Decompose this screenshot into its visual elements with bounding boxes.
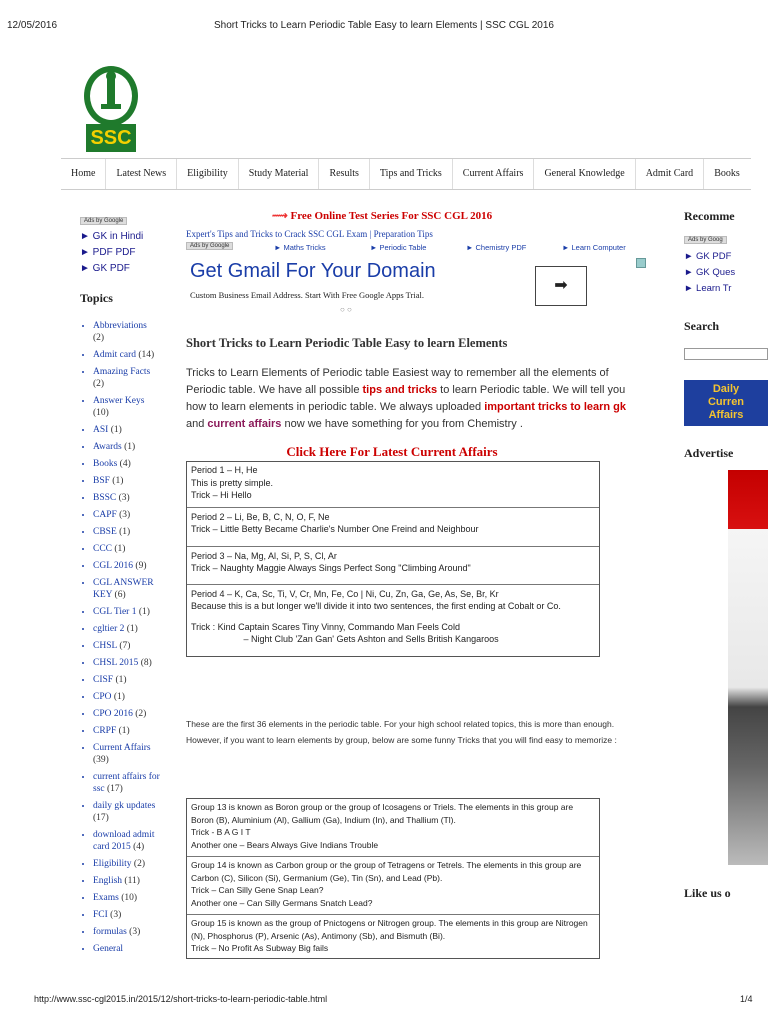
topic-count: (2) [93, 333, 105, 343]
topic-item[interactable] [93, 492, 160, 504]
print-url: http://www.ssc-cgl2015.in/2015/12/short-tricks-to-learn-periodic-table.html [34, 994, 328, 1004]
promo-text: Free Online Test Series For SSC CGL 2016 [290, 210, 493, 222]
topic-count: (11) [124, 876, 140, 886]
cell-line: Trick – Hi Hello [191, 490, 252, 500]
ssc-logo[interactable] [80, 64, 142, 156]
topic-item[interactable] [93, 475, 160, 487]
topic-item[interactable] [93, 543, 160, 555]
search-heading: Search [684, 319, 720, 333]
topic-item[interactable] [93, 526, 160, 538]
topic-count: (2) [93, 379, 105, 389]
left-ads [80, 209, 143, 274]
topic-count: (4) [119, 459, 131, 469]
left-ad-link[interactable]: ► PDF PDF [80, 247, 136, 258]
topic-item[interactable] [93, 674, 160, 686]
topic-label[interactable]: CGL ANSWER KEY [93, 578, 154, 600]
topic-item[interactable] [93, 657, 160, 669]
cell-line: Trick – Naughty Maggie Always Sings Perfect Song "Climbing Around" [191, 563, 471, 573]
topic-label[interactable]: FCI [93, 910, 108, 920]
topic-count: (10) [121, 893, 138, 903]
topic-count: (2) [135, 709, 147, 719]
cell-line: Period 3 – Na, Mg, Al, Si, P, S, Cl, Ar [191, 550, 337, 561]
topic-item[interactable] [93, 458, 160, 470]
topic-label[interactable]: Awards [93, 442, 122, 452]
nav-current-affairs[interactable]: Current Affairs [453, 159, 535, 189]
nav-admit-card[interactable]: Admit Card [636, 159, 705, 189]
cell-line: Trick - B A G I T [191, 827, 251, 837]
topic-item[interactable] [93, 395, 160, 419]
topic-count: (1) [110, 425, 122, 435]
after-table-text: These are the first 36 elements in the periodic table. For your high school related topics, this is more than enough. However, if you want to learn elements by group, below are some funny Tricks that you will find easy to memorize : [186, 719, 617, 745]
intro-text: now we have something for you from Chemistry . [281, 418, 523, 430]
topic-label[interactable]: BSSC [93, 493, 117, 503]
topic-count: (1) [113, 692, 125, 702]
advertise-heading: Advertise [684, 446, 734, 460]
topic-label[interactable]: English [93, 876, 123, 886]
topic-item[interactable] [93, 366, 160, 390]
ad-choices-icon[interactable] [636, 258, 646, 268]
topic-item[interactable] [93, 771, 160, 795]
period-1-cell [187, 462, 599, 508]
ads-by-google-badge[interactable]: Ads by Goog [684, 236, 727, 244]
topic-count: (10) [93, 408, 109, 418]
topic-item[interactable] [93, 829, 160, 853]
search-input[interactable] [684, 348, 768, 360]
badge-line: Daily [712, 383, 740, 395]
right-ad-link[interactable]: ► Learn Tr [684, 283, 732, 294]
ad-description: Custom Business Email Address. Start With Free Google Apps Trial. [190, 290, 424, 300]
topic-label[interactable]: CBSE [93, 527, 117, 537]
topic-item[interactable] [93, 640, 160, 652]
cell-line: Trick : Kind Captain Scares Tiny Vinny, Commando Man Feels Cold [191, 621, 460, 632]
main-nav [61, 158, 751, 190]
nav-results[interactable]: Results [319, 159, 369, 189]
topic-label[interactable]: Current Affairs [93, 743, 151, 753]
topic-count: (3) [118, 493, 130, 503]
intro-text: and [186, 418, 208, 430]
topic-count: (6) [114, 590, 126, 600]
topics-heading: Topics [80, 291, 113, 305]
cell-line: Because this is a but longer we'll divide it into two sentences, the first ending at Cobalt or Co. [191, 601, 561, 611]
topic-label[interactable]: CRPF [93, 726, 117, 736]
nav-latest-news[interactable]: Latest News [106, 159, 177, 189]
left-ad-link[interactable]: ► GK PDF [80, 263, 130, 274]
tips-and-tricks-link[interactable]: tips and tricks [362, 384, 438, 396]
promo-link[interactable] [272, 209, 492, 222]
topic-label[interactable]: cgltier 2 [93, 624, 125, 634]
period-2-cell [187, 508, 599, 547]
topic-count: (3) [110, 910, 122, 920]
topic-label[interactable]: BSF [93, 476, 110, 486]
important-tricks-link[interactable]: important tricks to learn gk [484, 401, 627, 413]
topic-count: (1) [138, 607, 150, 617]
ad-title[interactable]: Get Gmail For Your Domain [190, 260, 436, 282]
topic-count: (1) [115, 675, 127, 685]
cell-line: Group 14 is known as Carbon group or the group of Tetragens or Tetrels. The elements in this group are Carbon (C), Silicon (Si), Germanium (Ge), Tin (Sn), and Lead (Pb). [191, 860, 582, 883]
ad-links-row [186, 242, 233, 250]
cell-line: This is pretty simple. [191, 477, 274, 488]
nav-books[interactable]: Books [714, 168, 740, 179]
topic-label[interactable]: CPO [93, 692, 112, 702]
cell-line: Group 13 is known as Boron group or the group of Icosagens or Triels. The elements in this group are Boron (B), Aluminium (Al), Gallium (Ga), Indium (In), and Thallium (Tl). [191, 802, 574, 825]
topic-label[interactable]: CHSL 2015 [93, 658, 139, 668]
topic-label[interactable]: CGL Tier 1 [93, 607, 137, 617]
topic-count: (8) [140, 658, 152, 668]
cell-line: Period 1 – H, He [191, 465, 258, 475]
topic-count: (3) [119, 510, 131, 520]
group-14-cell [187, 857, 599, 915]
topic-label[interactable]: Eligibility [93, 859, 132, 869]
topic-item[interactable] [93, 943, 160, 955]
topic-item[interactable] [93, 926, 160, 938]
cell-line: Group 15 is known as the group of Pnictogens or Nitrogen group. The elements in this group are Nitrogen (N), Phosphorus (P), Arsenic (As), Antimony (Sb), and Bismuth (Bi). [191, 918, 588, 941]
topic-count: (2) [133, 859, 145, 869]
topic-label[interactable]: Amazing Facts [93, 367, 151, 377]
print-title: Short Tricks to Learn Periodic Table Easy to learn Elements | SSC CGL 2016 [214, 20, 554, 31]
topic-label[interactable]: download admit card 2015 [93, 830, 155, 852]
period-4-cell [187, 585, 599, 656]
current-affairs-link[interactable]: current affairs [207, 418, 282, 430]
topic-count: (39) [93, 755, 109, 765]
daily-current-affairs-badge[interactable] [684, 380, 768, 426]
period-3-cell [187, 547, 599, 585]
topic-label[interactable]: CISF [93, 675, 114, 685]
intro-text: Tricks to Learn Elements of Periodic table Easiest way to remember all the elements of Periodic table. We have all possible [186, 367, 609, 396]
topic-item[interactable] [93, 349, 160, 361]
topic-item[interactable] [93, 577, 160, 601]
ad-link-maths[interactable]: ► Maths Tricks [274, 243, 326, 252]
right-ads [684, 236, 727, 244]
groups-table [186, 798, 600, 959]
topic-label[interactable]: CCC [93, 544, 113, 554]
topic-item[interactable] [93, 875, 160, 887]
cell-line: Another one – Bears Always Give Indians Trouble [191, 839, 379, 850]
intro-text: to learn Periodic table. We will tell you how to learn elements in periodic table. We always uploaded [186, 384, 626, 413]
right-ad-link[interactable]: ► GK PDF [684, 251, 732, 262]
topic-label[interactable]: Answer Keys [93, 396, 145, 406]
topic-count: (1) [124, 442, 136, 452]
cell-line: Another one – Can Silly Germans Snatch Lead? [191, 897, 373, 908]
topic-item[interactable] [93, 441, 160, 453]
topic-count: (4) [133, 842, 145, 852]
left-ad-link[interactable]: ► GK in Hindi [80, 231, 144, 242]
expert-tips-link[interactable]: Expert's Tips and Tricks to Crack SSC CGL Exam | Preparation Tips [186, 229, 433, 239]
nav-home[interactable]: Home [61, 159, 106, 189]
print-date: 12/05/2016 [7, 20, 58, 31]
topic-count: (1) [118, 726, 130, 736]
topic-label[interactable]: current affairs for ssc [93, 772, 160, 794]
logo-text: SSC [90, 127, 132, 149]
badge-line: Curren [707, 396, 745, 408]
recommended-heading: Recomme [684, 209, 735, 223]
topic-count: (1) [112, 476, 124, 486]
topic-item[interactable] [93, 800, 160, 824]
ads-by-google-badge[interactable]: Ads by Google [80, 217, 127, 225]
topic-label[interactable]: General [93, 944, 124, 954]
cell-line: Period 4 – K, Ca, Sc, Ti, V, Cr, Mn, Fe, Co | Ni, Cu, Zn, Ga, Ge, As, Se, Br, Kr [191, 588, 499, 599]
cell-line: Trick – Little Betty Became Charlie's Number One Freind and Neighbour [191, 524, 479, 534]
topic-item[interactable] [93, 424, 160, 436]
ad-link-computer[interactable]: ► Learn Computer [562, 243, 626, 252]
print-page-number: 1/4 [740, 994, 753, 1004]
topic-label[interactable]: formulas [93, 927, 127, 937]
topic-item[interactable] [93, 725, 160, 737]
nav-general-knowledge[interactable]: General Knowledge [534, 159, 635, 189]
nav-study-material[interactable]: Study Material [239, 159, 320, 189]
periods-table [186, 461, 600, 657]
topic-count: (14) [138, 350, 155, 360]
topic-item[interactable] [93, 858, 160, 870]
topic-count: (1) [126, 624, 138, 634]
topic-item[interactable] [93, 742, 160, 766]
ad-go-arrow-icon[interactable]: ➡ [535, 266, 587, 306]
topic-count: (17) [93, 813, 109, 823]
ad-link-periodic[interactable]: ► Periodic Table [370, 243, 427, 252]
topic-count: (3) [129, 927, 141, 937]
topic-item[interactable] [93, 892, 160, 904]
promo-arrow-icon: ⟿ [272, 210, 291, 222]
cell-line: Trick – No Profit As Subway Big fails [191, 943, 329, 953]
topic-count: (1) [114, 544, 126, 554]
cell-line: – Night Club 'Zan Gan' Gets Ashton and Sells British Kangaroos [191, 634, 499, 644]
badge-line: Affairs [708, 409, 744, 421]
topic-label[interactable]: CGL 2016 [93, 561, 134, 571]
group-13-cell [187, 799, 599, 857]
nav-tips-and-tricks[interactable]: Tips and Tricks [370, 159, 453, 189]
topic-label[interactable]: Exams [93, 893, 119, 903]
topic-label[interactable]: Admit card [93, 350, 137, 360]
cell-line: Trick – Can Silly Gene Snap Lean? [191, 885, 324, 895]
right-ad-link[interactable]: ► GK Ques [684, 267, 736, 278]
topic-label[interactable]: CHSL [93, 641, 117, 651]
topic-label[interactable]: CPO 2016 [93, 709, 133, 719]
topic-item[interactable] [93, 623, 160, 635]
topic-count: (1) [119, 527, 131, 537]
nav-eligibility[interactable]: Eligibility [177, 159, 239, 189]
topic-label[interactable]: CAPF [93, 510, 117, 520]
ads-by-google-badge[interactable]: Ads by Google [186, 242, 233, 250]
topic-item[interactable] [93, 909, 160, 921]
advertisement-banner[interactable] [728, 470, 768, 865]
post-title: Short Tricks to Learn Periodic Table Easy to learn Elements [186, 336, 508, 350]
topic-count: (17) [107, 784, 123, 794]
topic-item[interactable] [93, 606, 160, 618]
intro-paragraph [186, 365, 636, 433]
topic-item[interactable] [93, 708, 160, 720]
topic-count: (7) [119, 641, 131, 651]
carousel-dots[interactable]: ○ ○ [340, 305, 352, 314]
click-here-link[interactable]: Click Here For Latest Current Affairs [286, 444, 498, 459]
topic-item[interactable] [93, 509, 160, 521]
topics-list [80, 320, 160, 960]
topic-item[interactable] [93, 320, 160, 344]
like-us-heading: Like us o [684, 886, 731, 900]
topic-item[interactable] [93, 691, 160, 703]
topic-item[interactable] [93, 560, 160, 572]
topic-count: (9) [135, 561, 147, 571]
topic-label[interactable]: daily gk updates [93, 801, 156, 811]
topic-label[interactable]: Books [93, 459, 118, 469]
ad-link-chemistry[interactable]: ► Chemistry PDF [466, 243, 527, 252]
cell-line: Period 2 – Li, Be, B, C, N, O, F, Ne [191, 511, 330, 522]
group-15-cell [187, 915, 599, 958]
topic-label[interactable]: ASI [93, 425, 109, 435]
topic-label[interactable]: Abbreviations [93, 321, 147, 331]
